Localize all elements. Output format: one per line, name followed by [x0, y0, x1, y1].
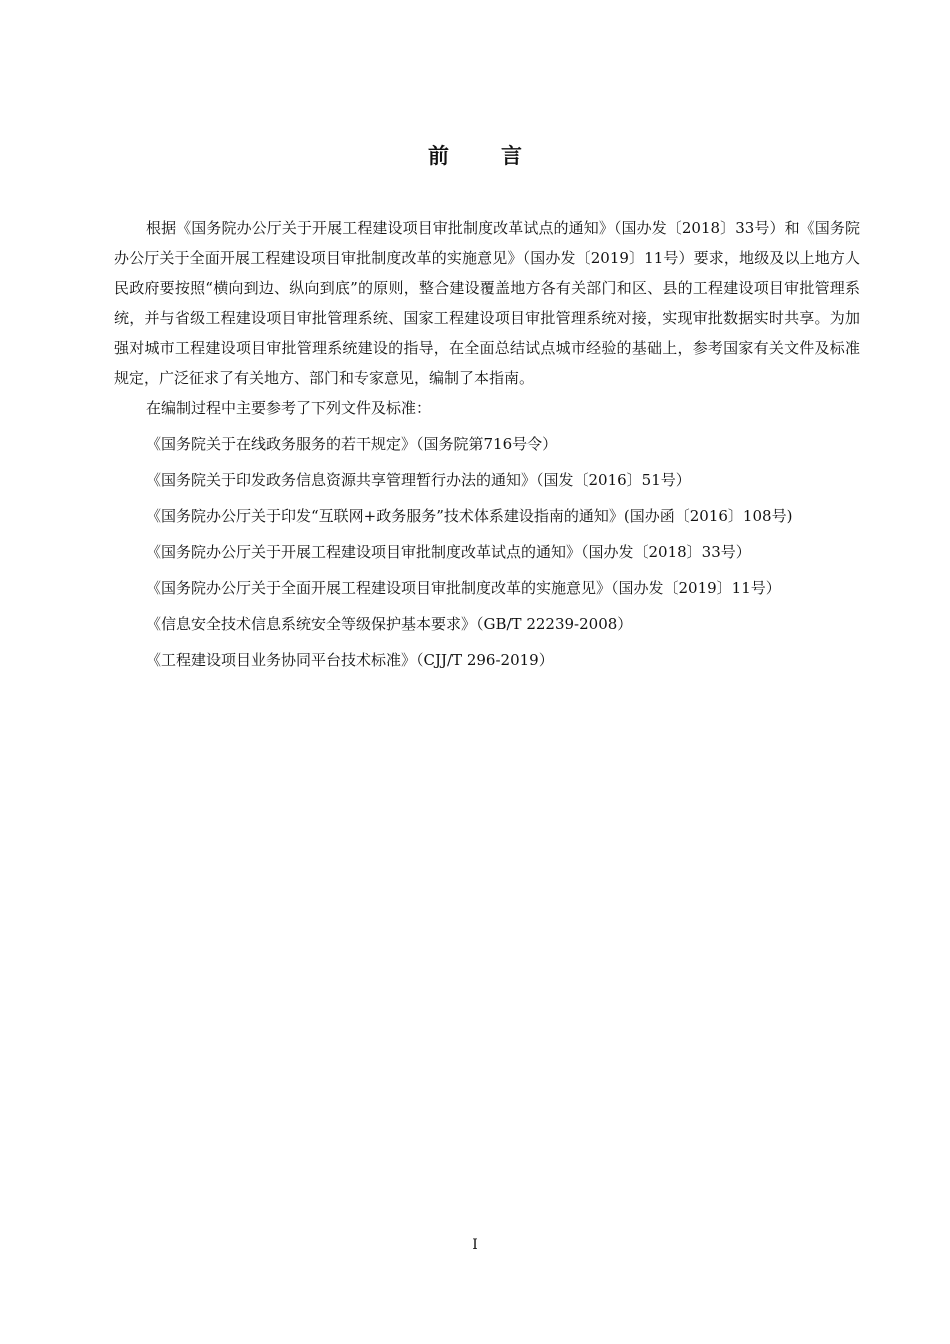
- reference-item: 《信息安全技术信息系统安全等级保护基本要求》（GB/T 22239-2008）: [146, 615, 633, 633]
- page-number: I: [472, 1237, 478, 1253]
- preface-paragraph: 根据《国务院办公厅关于开展工程建设项目审批制度改革试点的通知》（国办发〔2018〕33号）和《国务院办公厅关于全面开展工程建设项目审批制度改革的实施意见》（国办发〔2019〕11号）要求，地级及以上地方人民政府要按照“横向到边、纵向到底”的原则，整合建设覆盖地方各有关部门和区、县的工程建设项目审批管理系统，并与省级工程建设项目审批管理系统、国家工程建设项目审批管理系统对接，实现审批数据实时共享。为加强对城市工程建设项目审批管理系统建设的指导，在全面总结试点城市经验的基础上，参考国家有关文件及标准规定，广泛征求了有关地方、部门和专家意见，编制了本指南。: [114, 219, 860, 387]
- reference-list: [114, 429, 860, 675]
- page-title: 前言: [428, 144, 574, 168]
- reference-item: 《国务院关于在线政务服务的若干规定》（国务院第716号令）: [146, 435, 558, 453]
- document-body: [114, 213, 860, 675]
- reference-item: 《国务院办公厅关于印发“互联网+政务服务”技术体系建设指南的通知》(国办函〔2016〕108号): [146, 507, 793, 525]
- reference-item: 《国务院办公厅关于开展工程建设项目审批制度改革试点的通知》（国办发〔2018〕33号）: [146, 543, 751, 561]
- reference-item: 《工程建设项目业务协同平台技术标准》（CJJ/T 296-2019）: [146, 651, 554, 669]
- references-intro: 在编制过程中主要参考了下列文件及标准：: [146, 399, 432, 417]
- reference-item: 《国务院关于印发政务信息资源共享管理暂行办法的通知》（国发〔2016〕51号）: [146, 471, 691, 489]
- reference-item: 《国务院办公厅关于全面开展工程建设项目审批制度改革的实施意见》（国办发〔2019〕11号）: [146, 579, 781, 597]
